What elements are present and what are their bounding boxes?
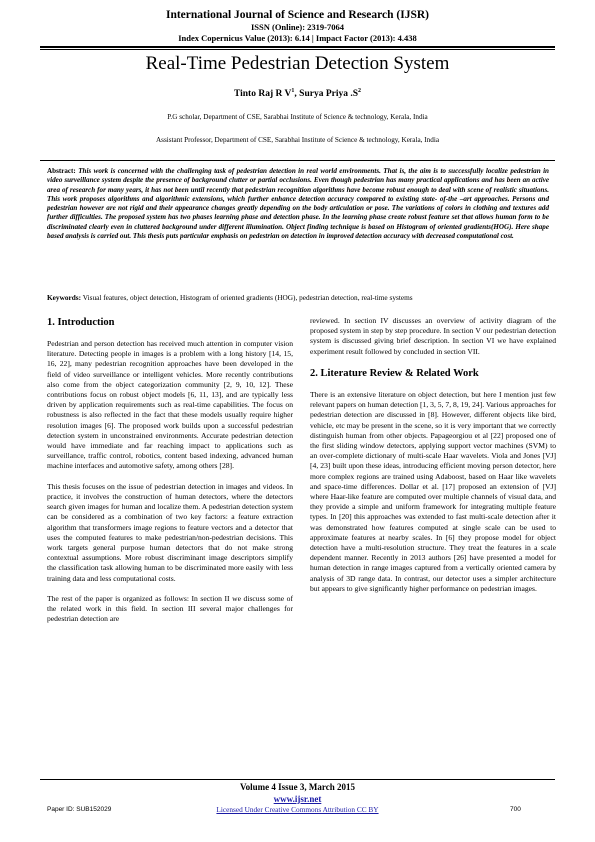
journal-header xyxy=(40,8,555,44)
footer-rule xyxy=(40,779,555,780)
author-name: Tinto Raj R V xyxy=(233,89,292,100)
keywords xyxy=(47,293,549,303)
paper-id: Paper ID: SUB152029 xyxy=(47,806,112,813)
journal-name: International Journal of Science and Research (IJSR) xyxy=(165,9,429,21)
footer-site-link[interactable]: www.ijsr.net xyxy=(273,794,322,804)
author-sup: 1 xyxy=(291,88,295,94)
abstract xyxy=(47,167,549,241)
left-column xyxy=(47,316,293,635)
page-number: 700 xyxy=(510,806,521,813)
abstract-label: Abstract: xyxy=(47,167,76,175)
affiliation: P.G scholar, Department of CSE, Sarabhai Institute of Science & technology, Kerala, India xyxy=(167,113,428,121)
paper-title: Real-Time Pedestrian Detection System xyxy=(145,53,450,74)
journal-issn: ISSN (Online): 2319-7064 xyxy=(250,22,345,32)
author-name: Surya Priya .S xyxy=(299,89,359,100)
keywords-text: Visual features, object detection, Histogram of oriented gradients (HOG), pedestrian detection, real-time systems xyxy=(82,293,413,302)
footer-license-link[interactable]: Licensed Under Creative Commons Attribution CC BY xyxy=(216,805,379,814)
paragraph: The rest of the paper is organized as follows: In section II we discuss some of the related work in this field. In section III several major challenges for pedestrian detection are xyxy=(47,594,293,624)
footer xyxy=(40,782,555,815)
journal-index: Index Copernicus Value (2013): 6.14 | Impact Factor (2013): 4.438 xyxy=(178,33,417,43)
right-column xyxy=(310,316,556,604)
abstract-text: This work is concerned with the challenging task of pedestrian detection in real world environments. That is, the aim is to successfully localize pedestrian in video surveillance system despite the presence of background clutter or partial occlusions. Even though pedestrian has many practical applications and has been an active area of research for many years, it has not been until recently that pedestrian recognition algorithms have become robust enough to deal with scene of realistic situations. This work proposes algorithms and algorithmic extensions, which further enhance detection accuracy compared to existing state- of-the –art approaches. Persons and pedestrian however are not rigid and their appearance changes greatly depending on the body articulation or pose. The variations of colors in clothing and textures add further difficulties. The proposed system has two phases learning phase and detection phase. In the learning phase create robust feature set that allows human form to be discriminated clearly even in cluttered background under different illumination. Object finding technique is based on Histogram of oriented gradients(HOG). Here shape based analysis is carried out. This thesis puts particular emphasis on pedestrian on detection in improved detection accuracy with decreased computational cost. xyxy=(47,167,550,241)
authors xyxy=(40,88,555,99)
affiliation: Assistant Professor, Department of CSE, Sarabhai Institute of Science & technology, Kerala, India xyxy=(155,136,440,144)
author-separator: , xyxy=(294,89,300,100)
section-heading: 1. Introduction xyxy=(47,317,115,328)
paragraph: reviewed. In section IV discusses an overview of activity diagram of the proposed system in step by step procedure. In section V our pedestrian detection system is discussed giving brief description. In section VI we have explained experiment result followed by concluded in section VII. xyxy=(310,316,556,356)
paragraph: There is an extensive literature on object detection, but here I mention just few relevant papers on human detection [1, 3, 5, 7, 8, 19, 24]. Various approaches for pedestrian detection are discussed in [8]. However, different objects like bird, vehicle, etc may be present in the scene, so it is very important that we correctly distinguish human from other objects. Papageorgiou et al [22] proposed one of the first sliding window detectors, applying support vector machines (SVM) to an over-complete dictionary of multi-scale Haar wavelets. Viola and Jones [VJ] [4, 23] built upon these ideas, introducing efficient moving person detector, here more complex regions are trained using Adaboost, based on Haar like wavelets and space-time differences. Dollar et al. [17] proposed an extension of [VJ] where Haar-like feature are computed over multiple channels of visual data, and they provide a simple and uniform framework for integrating multiple feature types. In [20] this approaches was extended to fast multi-scale detection after it was demonstrated how features computed at single scale can be used to approximate features at nearby scales. In [6] they propose model for object detection have a multi-resolution structure. They treat the features in a scale dependent manner. Recently in 2013 authors [26] have presented a model for human detection in range images captured from a vertically oriented camera by analysis of 3D range data. In contrast, our detector uses a simpler architecture but appears to give significantly higher performance on pedestrian images. xyxy=(310,390,556,593)
footer-volume: Volume 4 Issue 3, March 2015 xyxy=(239,782,355,792)
author-sup: 2 xyxy=(358,88,362,94)
paragraph: This thesis focuses on the issue of pedestrian detection in images and videos. In practice, it involves the construction of human detectors, where the detectors search given images for human and localize them. A pedestrian detection system can be considered as a combination of two key factors: a feature extraction algorithm that transformers image regions to feature vectors and a detector that uses the computed features to make pedestrian/non-pedestrian decisions. This work targets general purpose human detectors that do not make strong contextual assumptions. More robust discriminant image descriptors simplify the classification task allowing human to be discriminated more easily with less training data and less computational costs. xyxy=(47,481,293,583)
paragraph: Pedestrian and person detection has received much attention in computer vision literature. Detecting people in images is a problem with a long history [14, 15, 16, 22], many pedestrian recognition approaches have been developed in the field of video surveillance or intelligent vehicles. More recently contributions also come from the object categorization community [2, 9, 10, 12]. These contributions focus on robust object models [6, 11, 13], and are typically less driven by application requirements such as real-time capabilities. The focus on robustness is also reflected in the fact that these models usually require higher resolution images [6]. The proposed work builds upon a successful pedestrian detection system in unconstrained environments. Accurate pedestrian detection would have immediate and far reaching impact to applications such as surveillance, traffic control, robotics, content based indexing, advanced human machine interfaces and automotive safety, among others [28]. xyxy=(47,339,293,471)
header-rule xyxy=(40,46,555,48)
keywords-label: Keywords: xyxy=(47,293,82,302)
section-heading: 2. Literature Review & Related Work xyxy=(310,368,479,379)
abstract-rule-top xyxy=(40,160,555,161)
header-rule-thin xyxy=(40,49,555,50)
